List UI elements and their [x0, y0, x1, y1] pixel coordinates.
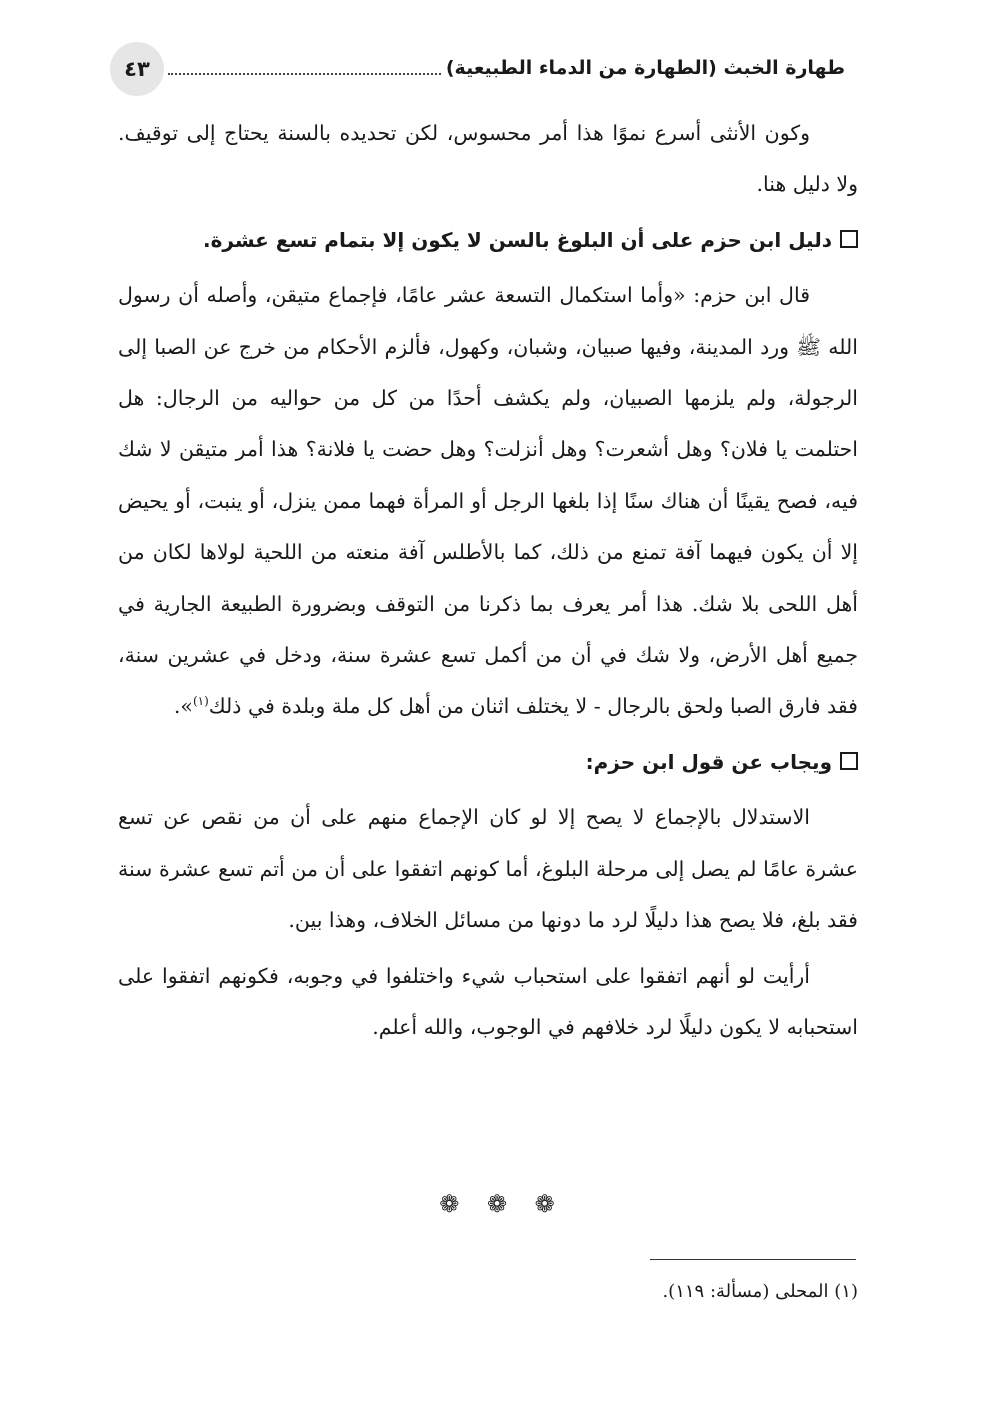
paragraph: الاستدلال بالإجماع لا يصح إلا لو كان الإجماع منهم على أن من نقص عن تسع عشرة عامًا لم يصل إلى مرحلة البلوغ، أما كونهم اتفقوا على أن من أتم تسع عشرة سنة فقد بلغ، فلا يصح هذا دليلًا لرد ما دونها من مسائل الخلاف، وهذا بين. [118, 805, 858, 933]
footnote-reference[interactable]: (١) [192, 694, 209, 709]
quote-paragraph [118, 270, 858, 733]
quote-close: ». [173, 694, 193, 719]
heading-text: ويجاب عن قول ابن حزم: [585, 749, 832, 774]
running-title: طهارة الخبث (الطهارة من الدماء الطبيعية) [442, 54, 845, 82]
page-number: ٤٣ [110, 42, 164, 96]
main-text [118, 108, 858, 1053]
heading-text: دليل ابن حزم على أن البلوغ بالسن لا يكون إلا بتمام تسع عشرة. [202, 227, 832, 252]
section-ornament: ❁ ❁ ❁ [439, 1190, 565, 1218]
page-header [110, 42, 845, 96]
square-bullet-icon [840, 230, 858, 248]
quote-text: قال ابن حزم: «وأما استكمال التسعة عشر عامًا، فإجماع متيقن، وأصله أن رسول الله ﷺ ورد المدينة، وفيها صبيان، وشبان، وكهول، فألزم الأحكام من خرج عن الصبا إلى الرجولة، ولم يلزمها الصبيان، ولم يكشف أحدًا من كل من حواليه من الرجال: هل احتلمت يا فلان؟ وهل أشعرت؟ وهل أنزلت؟ وهل حضت يا فلانة؟ هذا أمر متيقن لا شك فيه، فصح يقينًا أن هناك سنًا إذا بلغها الرجل أو المرأة فهما ممن ينزل، أو ينبت، أو يحيض إلا أن يكون فيهما آفة تمنع من ذلك، كما بالأطلس آفة منعته من اللحية لولاها لكان من أهل اللحى بلا شك. هذا أمر يعرف بما ذكرنا من التوقف وبضرورة الطبيعة الجارية في جميع أهل الأرض، ولا شك في أن من أكمل تسع عشرة سنة، ودخل في عشرين سنة، فقد فارق الصبا ولحق بالرجال - لا يختلف اثنان من أهل كل ملة وبلدة في ذلك [118, 283, 858, 719]
square-bullet-icon [840, 752, 858, 770]
section-heading [118, 215, 858, 266]
footnote: (١) المحلى (مسألة: ١١٩). [662, 1281, 858, 1302]
section-heading [118, 737, 858, 788]
paragraph: أرأيت لو أنهم اتفقوا على استحباب شيء واختلفوا في وجوبه، فكونهم اتفقوا على استحبابه لا يكون دليلًا لرد خلافهم في الوجوب، والله أعلم. [118, 963, 858, 1039]
paragraph: وكون الأنثى أسرع نموًا هذا أمر محسوس، لكن تحديده بالسنة يحتاج إلى توقيف. ولا دليل هنا. [118, 121, 858, 197]
footnote-divider [650, 1259, 856, 1260]
